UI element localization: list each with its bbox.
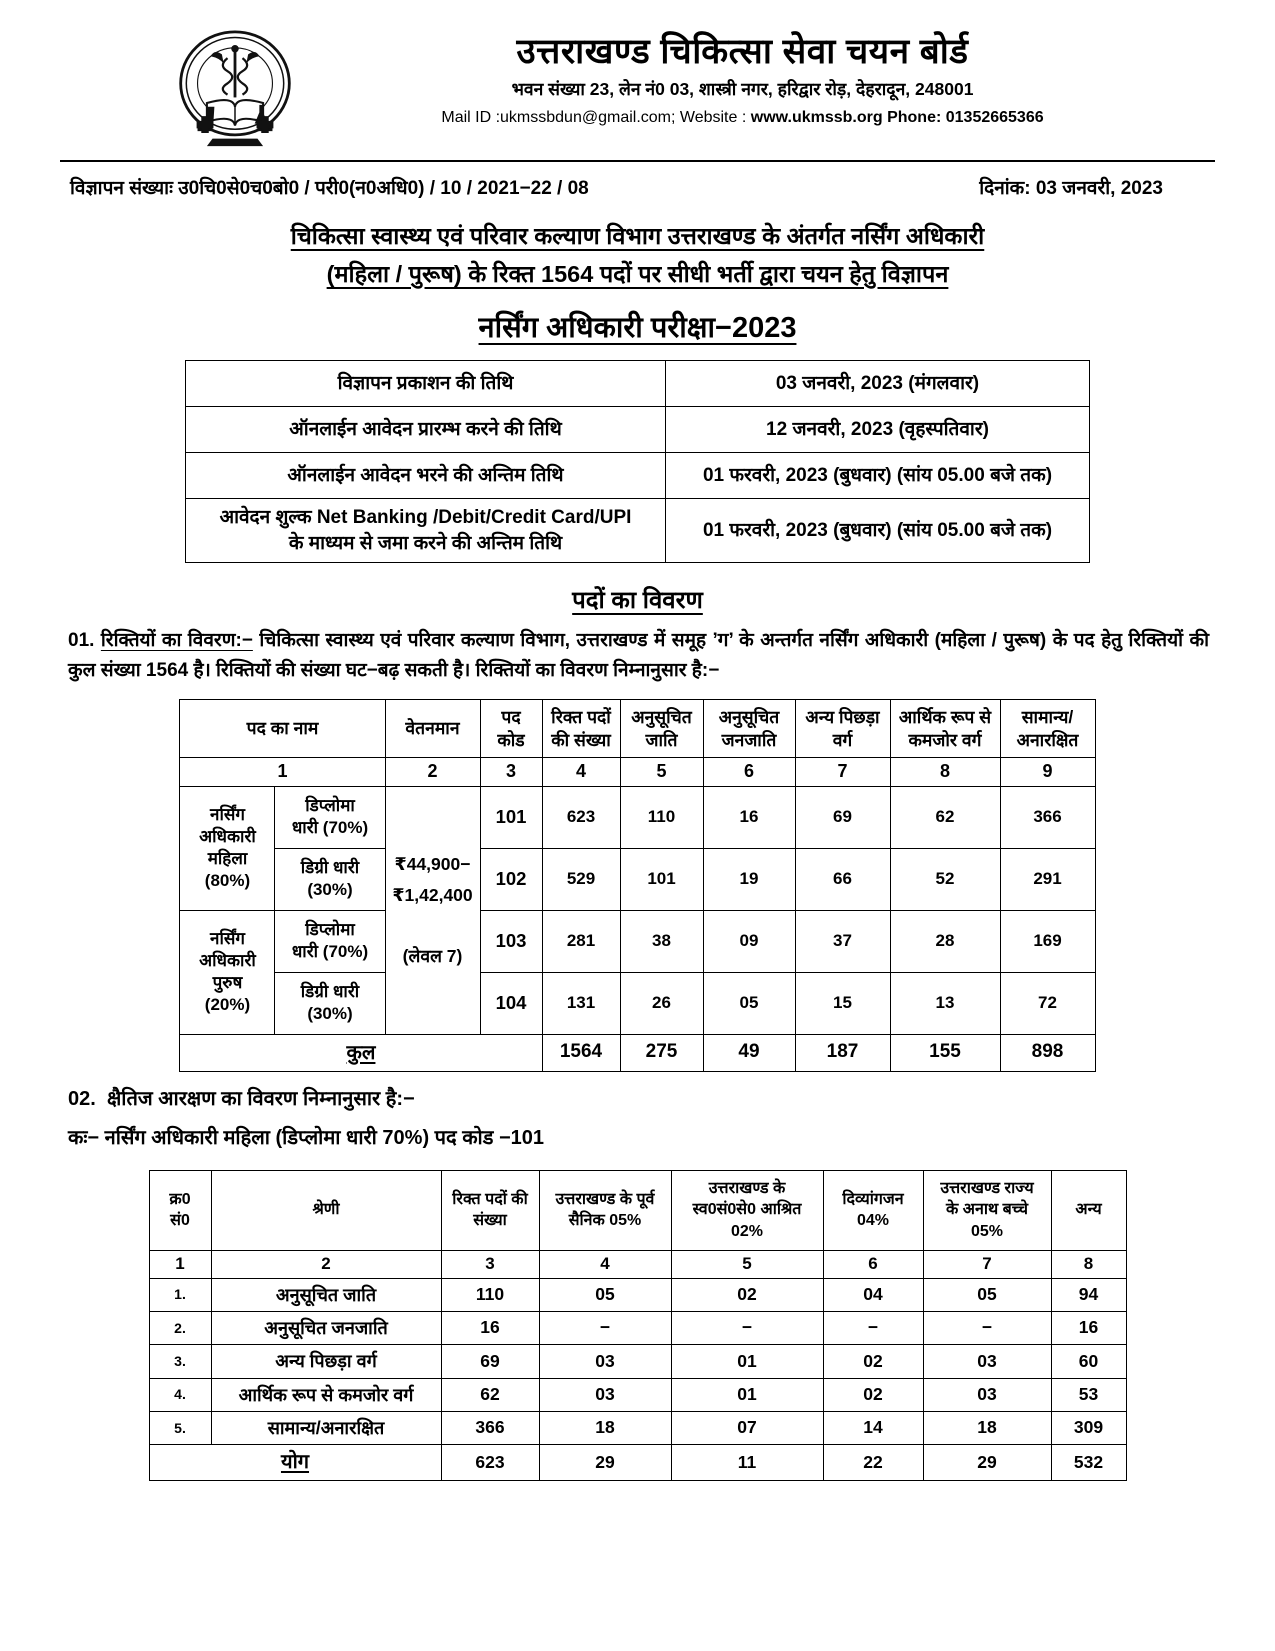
- sc-count: 101: [620, 848, 703, 910]
- total-orphan: 29: [923, 1445, 1051, 1481]
- table-row: [186, 361, 1090, 407]
- header-text: दिव्यांगजन: [842, 1190, 904, 1208]
- col-number: 2: [211, 1250, 441, 1278]
- vacancy-details-table: [179, 699, 1095, 1071]
- header-scheduled-tribe: [703, 700, 795, 758]
- header-vacancy-count: [542, 700, 620, 758]
- st-count: 16: [703, 786, 795, 848]
- ur-count: 169: [1000, 910, 1095, 972]
- pay-scale-line: (लेवल 7): [402, 945, 463, 966]
- ukmssb-emblem-icon: [169, 30, 301, 148]
- row-serial: 3.: [149, 1345, 211, 1378]
- row-serial: 2.: [149, 1311, 211, 1344]
- header-dependent: [671, 1170, 823, 1250]
- row-disabled: −: [823, 1311, 923, 1344]
- header-text: सं0: [170, 1212, 190, 1230]
- item-title: रिक्तियों का विवरण:−: [100, 630, 253, 652]
- col-number: 5: [671, 1250, 823, 1278]
- qualification: [275, 972, 385, 1034]
- table-row: [149, 1411, 1126, 1444]
- header-text: की संख्या: [551, 729, 611, 750]
- row-other: 309: [1051, 1411, 1126, 1444]
- header-disabled: [823, 1170, 923, 1250]
- column-number-row: [180, 758, 1095, 786]
- vacancy-table-wrapper: [60, 699, 1215, 1071]
- row-category: अनुसूचित जाति: [211, 1278, 441, 1311]
- phone-value: Phone: 01352665366: [887, 108, 1044, 126]
- col-number: 1: [180, 758, 385, 786]
- advertisement-title: [60, 218, 1215, 293]
- table-row: [149, 1311, 1126, 1344]
- col-number: 8: [1051, 1250, 1126, 1278]
- qualification: [275, 786, 385, 848]
- horizontal-reservation-table: [149, 1170, 1127, 1481]
- mail-value[interactable]: ukmssbdun@gmail.com: [500, 108, 671, 126]
- row-serial: 1.: [149, 1278, 211, 1311]
- qualification-line: डिग्री धारी: [300, 858, 360, 878]
- col-number: 4: [539, 1250, 671, 1278]
- posts-section-heading: पदों का विवरण: [572, 587, 703, 615]
- header-scheduled-caste: [620, 700, 703, 758]
- header-text: वेतनमान: [405, 718, 460, 739]
- row-orphan: 18: [923, 1411, 1051, 1444]
- item-number: 01.: [68, 630, 95, 652]
- table-total-row: [180, 1034, 1095, 1071]
- row-disabled: 02: [823, 1378, 923, 1411]
- row-other: 53: [1051, 1378, 1126, 1411]
- header-text: अनुसूचित: [718, 707, 780, 728]
- row-ex-serviceman: 03: [539, 1378, 671, 1411]
- header-ex-serviceman: [539, 1170, 671, 1250]
- organisation-address: भवन संख्या 23, लेन नं0 03, शास्त्री नगर, हरिद्वार रोड़, देहरादून, 248001: [511, 79, 974, 100]
- table-row: [180, 910, 1095, 972]
- advertisement-number: विज्ञापन संख्याः उ0चि0से0च0बो0 / परी0(न0अधि0) / 10 / 2021−22 / 08: [70, 178, 589, 199]
- exam-title: नर्सिंग अधिकारी परीक्षा−2023: [478, 312, 797, 345]
- col-number: 9: [1000, 758, 1095, 786]
- table-row: [186, 499, 1090, 563]
- header-text: 04%: [856, 1212, 890, 1230]
- row-ex-serviceman: 18: [539, 1411, 671, 1444]
- col-number: 6: [823, 1250, 923, 1278]
- advertisement-date: दिनांक: 03 जनवरी, 2023: [979, 178, 1163, 199]
- st-count: 09: [703, 910, 795, 972]
- header-text: 05%: [970, 1223, 1004, 1241]
- row-dependent: 07: [671, 1411, 823, 1444]
- vacancy-count: 623: [542, 786, 620, 848]
- ews-count: 13: [890, 972, 1000, 1034]
- qualification: [275, 910, 385, 972]
- col-number: 8: [890, 758, 1000, 786]
- row-dependent: 01: [671, 1378, 823, 1411]
- row-dependent: −: [671, 1311, 823, 1344]
- header-pay-scale: [385, 700, 480, 758]
- post-code: 101: [480, 786, 542, 848]
- header-text: कोड: [497, 729, 525, 750]
- post-code: 102: [480, 848, 542, 910]
- date-label: विज्ञापन प्रकाशन की तिथि: [186, 361, 666, 407]
- post-name-line: अधिकारी: [199, 827, 256, 847]
- post-name-line: (20%): [204, 995, 251, 1015]
- row-vacancies: 366: [441, 1411, 539, 1444]
- fee-date-value: 01 फरवरी, 2023 (बुधवार) (सांय 05.00 बजे तक): [666, 499, 1090, 563]
- total-ews: 155: [890, 1034, 1000, 1071]
- row-vacancies: 62: [441, 1378, 539, 1411]
- row-disabled: 14: [823, 1411, 923, 1444]
- table-row: [180, 786, 1095, 848]
- qualification-line: (30%): [307, 880, 353, 900]
- item-text: क्षैतिज आरक्षण का विवरण निम्नानुसार है:−: [106, 1087, 415, 1110]
- ur-count: 366: [1000, 786, 1095, 848]
- letterhead-text: [310, 26, 1215, 130]
- obc-count: 66: [795, 848, 890, 910]
- table-row: [180, 972, 1095, 1034]
- header-text: कमजोर वर्ग: [908, 729, 982, 750]
- header-text: जनजाति: [721, 729, 777, 750]
- header-text: अनुसूचित: [631, 707, 692, 728]
- ews-count: 62: [890, 786, 1000, 848]
- table-row: [186, 453, 1090, 499]
- ews-count: 28: [890, 910, 1000, 972]
- qualification-line: डिप्लोमा: [305, 796, 355, 816]
- post-name-line: (80%): [204, 871, 251, 891]
- row-orphan: 03: [923, 1378, 1051, 1411]
- table-row: [149, 1345, 1126, 1378]
- obc-count: 69: [795, 786, 890, 848]
- header-ews: [890, 700, 1000, 758]
- header-text: आर्थिक रूप से: [898, 707, 992, 728]
- table-row: [180, 848, 1095, 910]
- row-dependent: 02: [671, 1278, 823, 1311]
- total-disabled: 22: [823, 1445, 923, 1481]
- item-body: चिकित्सा स्वास्थ्य एवं परिवार कल्याण विभाग, उत्तराखण्ड में समूह ’ग’ के अन्तर्गत नर्सिंग अधिकारी (महिला / पुरूष) के पद हेतु रिक्तियों की कुल संख्या 1564 है। रिक्तियों की संख्या घट−बढ़ सकती है। रिक्तियों का विवरण निम्नानुसार है:−: [68, 630, 1209, 681]
- post-name-line: नर्सिंग: [210, 929, 245, 949]
- row-ex-serviceman: 03: [539, 1345, 671, 1378]
- header-text: पद: [501, 707, 521, 728]
- row-orphan: 05: [923, 1278, 1051, 1311]
- post-code: 104: [480, 972, 542, 1034]
- date-label: ऑनलाईन आवेदन प्रारम्भ करने की तिथि: [186, 407, 666, 453]
- fee-label-payment-modes: Net Banking /Debit/Credit Card/UPI: [316, 507, 632, 529]
- ur-count: 72: [1000, 972, 1095, 1034]
- header-text: जाति: [645, 729, 678, 750]
- obc-count: 37: [795, 910, 890, 972]
- header-text: स्व0सं0से0 आश्रित: [692, 1201, 802, 1219]
- qualification: [275, 848, 385, 910]
- horizontal-reservation-subheading: कः− नर्सिंग अधिकारी महिला (डिप्लोमा धारी 70%) पद कोड −101: [68, 1126, 545, 1149]
- row-disabled: 04: [823, 1278, 923, 1311]
- row-dependent: 01: [671, 1345, 823, 1378]
- advertisement-title-line-1: चिकित्सा स्वास्थ्य एवं परिवार कल्याण विभाग उत्तराखण्ड के अंतर्गत नर्सिंग अधिकारी: [290, 223, 985, 249]
- row-vacancies: 16: [441, 1311, 539, 1344]
- row-category: आर्थिक रूप से कमजोर वर्ग: [211, 1378, 441, 1411]
- header-post-name: [180, 700, 385, 758]
- col-number: 3: [441, 1250, 539, 1278]
- header-divider: [60, 160, 1215, 162]
- pay-scale-cell: [385, 786, 480, 1034]
- website-value[interactable]: www.ukmssb.org: [750, 108, 883, 126]
- header-text: सैनिक 05%: [568, 1212, 642, 1230]
- date-value: 12 जनवरी, 2023 (वृहस्पतिवार): [666, 407, 1090, 453]
- table-row: [149, 1278, 1126, 1311]
- vacancy-count: 131: [542, 972, 620, 1034]
- organisation-contact: Mail ID :ukmssbdun@gmail.com; Website : www.ukmssb.org Phone: 01352665366: [441, 108, 1044, 126]
- row-orphan: −: [923, 1311, 1051, 1344]
- col-number: 5: [620, 758, 703, 786]
- header-vacancy-count: [441, 1170, 539, 1250]
- header-text: वर्ग: [832, 729, 853, 750]
- table-header-row: [180, 700, 1095, 758]
- header-text: उत्तराखण्ड के पूर्व: [555, 1190, 655, 1208]
- row-category: अनुसूचित जनजाति: [211, 1311, 441, 1344]
- date-value: 01 फरवरी, 2023 (बुधवार) (सांय 05.00 बजे तक): [666, 453, 1090, 499]
- reference-line: [60, 174, 1215, 200]
- header-text: उत्तराखण्ड राज्य: [940, 1179, 1034, 1197]
- st-count: 19: [703, 848, 795, 910]
- qualification-line: डिप्लोमा: [305, 920, 355, 940]
- row-disabled: 02: [823, 1345, 923, 1378]
- website-label: Website :: [679, 108, 747, 126]
- col-number: 1: [149, 1250, 211, 1278]
- row-vacancies: 110: [441, 1278, 539, 1311]
- total-st: 49: [703, 1034, 795, 1071]
- row-ex-serviceman: −: [539, 1311, 671, 1344]
- header-orphan: [923, 1170, 1051, 1250]
- col-number: 6: [703, 758, 795, 786]
- total-obc: 187: [795, 1034, 890, 1071]
- letterhead: [60, 26, 1215, 154]
- sc-count: 26: [620, 972, 703, 1034]
- header-text: के अनाथ बच्चे: [946, 1201, 1028, 1219]
- table-header-row: [149, 1170, 1126, 1250]
- total-label: कुल: [180, 1034, 542, 1071]
- col-number: 7: [795, 758, 890, 786]
- post-name-line: नर्सिंग: [210, 805, 245, 825]
- header-text: अन्य पिछड़ा: [805, 707, 880, 728]
- post-name-line: महिला: [207, 849, 248, 869]
- qualification-line: धारी (70%): [291, 818, 369, 838]
- qualification-line: धारी (70%): [291, 942, 369, 962]
- important-dates-table: [185, 360, 1090, 563]
- col-number: 7: [923, 1250, 1051, 1278]
- header-text: श्रेणी: [312, 1201, 340, 1219]
- qualification-line: डिग्री धारी: [300, 982, 360, 1002]
- header-obc: [795, 700, 890, 758]
- fee-label-suffix: के माध्यम से जमा करने की अन्तिम तिथि: [288, 532, 563, 554]
- header-text: रिक्त पदों की: [452, 1190, 528, 1208]
- post-name-male: [180, 910, 275, 1034]
- header-text: सामान्य/: [1021, 707, 1074, 728]
- pay-scale-line: ₹44,900−: [394, 853, 471, 874]
- row-other: 60: [1051, 1345, 1126, 1378]
- fee-date-label: [186, 499, 666, 563]
- st-count: 05: [703, 972, 795, 1034]
- sc-count: 110: [620, 786, 703, 848]
- qualification-line: (30%): [307, 1004, 353, 1024]
- header-post-code: [480, 700, 542, 758]
- header-text: उत्तराखण्ड के: [708, 1179, 786, 1197]
- total-dependent: 11: [671, 1445, 823, 1481]
- mail-label: Mail ID :: [441, 108, 501, 126]
- post-name-line: अधिकारी: [199, 951, 256, 971]
- date-label: ऑनलाईन आवेदन भरने की अन्तिम तिथि: [186, 453, 666, 499]
- fee-label-prefix: आवेदन शुल्क: [219, 507, 317, 529]
- header-text: अन्य: [1075, 1201, 1102, 1219]
- obc-count: 15: [795, 972, 890, 1034]
- row-category: सामान्य/अनारक्षित: [211, 1411, 441, 1444]
- total-sc: 275: [620, 1034, 703, 1071]
- pay-scale-line: ₹1,42,400: [392, 884, 473, 905]
- header-category: [211, 1170, 441, 1250]
- total-ur: 898: [1000, 1034, 1095, 1071]
- vacancy-description-paragraph: [60, 626, 1215, 685]
- organisation-name: उत्तराखण्ड चिकित्सा सेवा चयन बोर्ड: [516, 32, 969, 71]
- row-ex-serviceman: 05: [539, 1278, 671, 1311]
- total-label: योग: [149, 1445, 441, 1481]
- table-row: [149, 1378, 1126, 1411]
- logo-container: [160, 26, 310, 148]
- row-serial: 4.: [149, 1378, 211, 1411]
- total-vacancies: 1564: [542, 1034, 620, 1071]
- vacancy-count: 529: [542, 848, 620, 910]
- horizontal-reservation-heading: [60, 1082, 1215, 1117]
- vacancy-count: 281: [542, 910, 620, 972]
- sc-count: 38: [620, 910, 703, 972]
- row-serial: 5.: [149, 1411, 211, 1444]
- post-name-line: पुरुष: [212, 973, 243, 993]
- row-orphan: 03: [923, 1345, 1051, 1378]
- row-other: 94: [1051, 1278, 1126, 1311]
- header-text: संख्या: [473, 1212, 507, 1230]
- advertisement-title-line-2: (महिला / पुरूष) के रिक्त 1564 पदों पर सीधी भर्ती द्वारा चयन हेतु विज्ञापन: [326, 260, 949, 287]
- item-number: 02.: [68, 1087, 96, 1110]
- col-number: 3: [480, 758, 542, 786]
- row-category: अन्य पिछड़ा वर्ग: [211, 1345, 441, 1378]
- column-number-row: [149, 1250, 1126, 1278]
- total-vacancies: 623: [441, 1445, 539, 1481]
- header-text: क्र0: [169, 1190, 191, 1208]
- header-text: अनारक्षित: [1016, 729, 1079, 750]
- header-serial: [149, 1170, 211, 1250]
- row-other: 16: [1051, 1311, 1126, 1344]
- header-unreserved: [1000, 700, 1095, 758]
- header-text: रिक्त पदों: [551, 707, 611, 728]
- header-other: [1051, 1170, 1126, 1250]
- post-name-female: [180, 786, 275, 910]
- total-other: 532: [1051, 1445, 1126, 1481]
- ur-count: 291: [1000, 848, 1095, 910]
- row-vacancies: 69: [441, 1345, 539, 1378]
- header-text: पद का नाम: [246, 718, 319, 739]
- table-row: [186, 407, 1090, 453]
- col-number: 4: [542, 758, 620, 786]
- post-code: 103: [480, 910, 542, 972]
- date-value: 03 जनवरी, 2023 (मंगलवार): [666, 361, 1090, 407]
- col-number: 2: [385, 758, 480, 786]
- total-ex-serviceman: 29: [539, 1445, 671, 1481]
- header-text: 02%: [730, 1223, 764, 1241]
- ews-count: 52: [890, 848, 1000, 910]
- table-total-row: [149, 1445, 1126, 1481]
